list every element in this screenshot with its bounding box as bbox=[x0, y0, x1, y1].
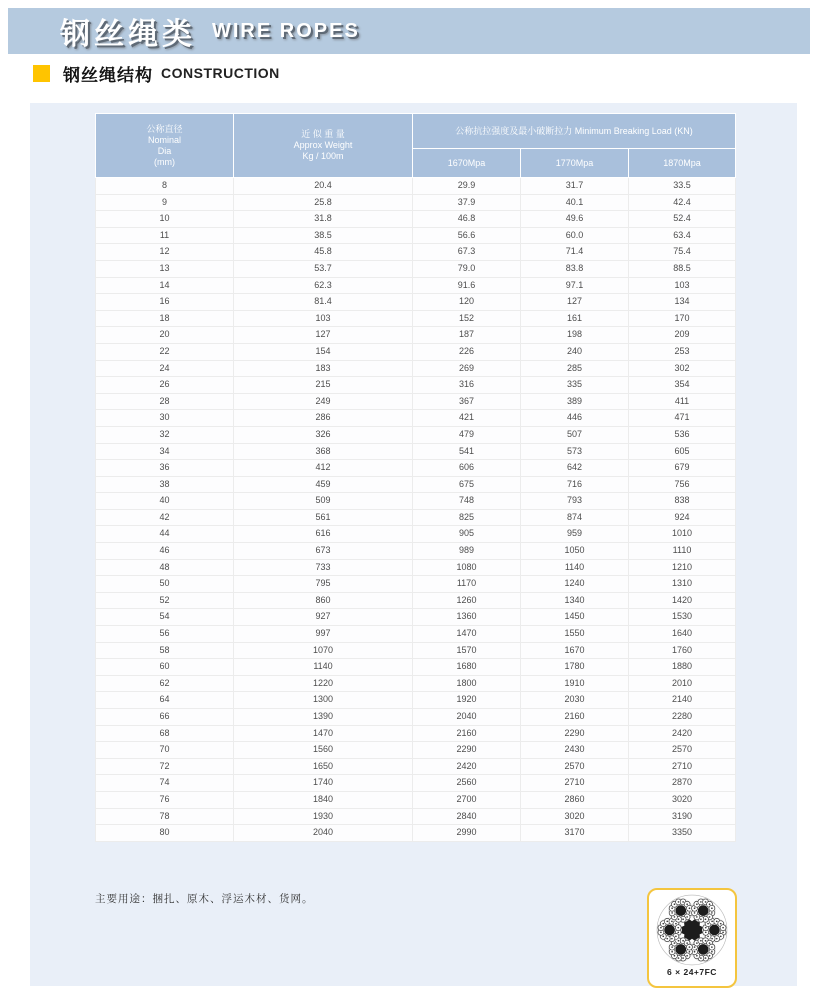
table-row bbox=[96, 692, 736, 709]
cell: 32 bbox=[96, 426, 234, 443]
cell: 64 bbox=[96, 692, 234, 709]
cell: 1210 bbox=[629, 559, 736, 576]
table-row bbox=[96, 642, 736, 659]
cell: 1930 bbox=[234, 808, 413, 825]
cell: 60 bbox=[96, 659, 234, 676]
cell: 2160 bbox=[521, 709, 629, 726]
cell: 56.6 bbox=[413, 227, 521, 244]
cell: 959 bbox=[521, 526, 629, 543]
cell: 446 bbox=[521, 410, 629, 427]
cell: 2710 bbox=[521, 775, 629, 792]
cell: 62.3 bbox=[234, 277, 413, 294]
cell: 1640 bbox=[629, 626, 736, 643]
table-row bbox=[96, 609, 736, 626]
cell: 33.5 bbox=[629, 178, 736, 195]
cell: 25.8 bbox=[234, 194, 413, 211]
table-row bbox=[96, 393, 736, 410]
table-row bbox=[96, 277, 736, 294]
cell: 58 bbox=[96, 642, 234, 659]
cell: 616 bbox=[234, 526, 413, 543]
cell: 13 bbox=[96, 260, 234, 277]
table-row bbox=[96, 227, 736, 244]
table-row bbox=[96, 194, 736, 211]
cell: 40.1 bbox=[521, 194, 629, 211]
cell: 905 bbox=[413, 526, 521, 543]
table-row bbox=[96, 211, 736, 228]
cell: 1310 bbox=[629, 576, 736, 593]
table-row bbox=[96, 775, 736, 792]
cell: 72 bbox=[96, 758, 234, 775]
cell: 368 bbox=[234, 443, 413, 460]
cell: 1050 bbox=[521, 543, 629, 560]
cell: 2560 bbox=[413, 775, 521, 792]
cell: 38.5 bbox=[234, 227, 413, 244]
col2-line1: 近 似 重 量 bbox=[301, 129, 345, 139]
table-row bbox=[96, 526, 736, 543]
cell: 1740 bbox=[234, 775, 413, 792]
cell: 103 bbox=[629, 277, 736, 294]
table-row bbox=[96, 343, 736, 360]
cell: 716 bbox=[521, 476, 629, 493]
cell: 326 bbox=[234, 426, 413, 443]
cell: 97.1 bbox=[521, 277, 629, 294]
cell: 31.7 bbox=[521, 178, 629, 195]
cell: 927 bbox=[234, 609, 413, 626]
cell: 1470 bbox=[234, 725, 413, 742]
cell: 103 bbox=[234, 310, 413, 327]
col-header-approx-weight bbox=[234, 114, 413, 178]
col-header-grade-1870: 1870Mpa bbox=[629, 149, 736, 178]
col1-line4: (mm) bbox=[154, 156, 175, 167]
col1-line2: Nominal bbox=[147, 134, 181, 145]
cell: 733 bbox=[234, 559, 413, 576]
cell: 161 bbox=[521, 310, 629, 327]
col-header-grade-1670: 1670Mpa bbox=[413, 149, 521, 178]
rope-cross-section-diagram bbox=[654, 892, 730, 968]
cell: 2010 bbox=[629, 675, 736, 692]
cell: 573 bbox=[521, 443, 629, 460]
cell: 20.4 bbox=[234, 178, 413, 195]
cell: 2160 bbox=[413, 725, 521, 742]
cell: 756 bbox=[629, 476, 736, 493]
cell: 30 bbox=[96, 410, 234, 427]
cell: 53.7 bbox=[234, 260, 413, 277]
cell: 71.4 bbox=[521, 244, 629, 261]
cell: 997 bbox=[234, 626, 413, 643]
cell: 28 bbox=[96, 393, 234, 410]
col2-line2: Approx Weight bbox=[293, 140, 353, 150]
cell: 24 bbox=[96, 360, 234, 377]
table-row bbox=[96, 426, 736, 443]
cell: 11 bbox=[96, 227, 234, 244]
col2-line3: Kg / 100m bbox=[302, 151, 344, 161]
table-row bbox=[96, 460, 736, 477]
cell: 2990 bbox=[413, 825, 521, 842]
cell: 83.8 bbox=[521, 260, 629, 277]
cell: 286 bbox=[234, 410, 413, 427]
table-row bbox=[96, 709, 736, 726]
cell: 80 bbox=[96, 825, 234, 842]
cell: 606 bbox=[413, 460, 521, 477]
cell: 412 bbox=[234, 460, 413, 477]
table-row bbox=[96, 576, 736, 593]
cell: 1070 bbox=[234, 642, 413, 659]
table-row bbox=[96, 825, 736, 842]
cell: 1670 bbox=[521, 642, 629, 659]
table-row bbox=[96, 592, 736, 609]
page-title-bar bbox=[8, 8, 810, 54]
cell: 2140 bbox=[629, 692, 736, 709]
yellow-bullet-icon bbox=[33, 65, 50, 82]
cell: 127 bbox=[521, 294, 629, 311]
cell: 249 bbox=[234, 393, 413, 410]
cell: 1260 bbox=[413, 592, 521, 609]
col-header-grade-1770: 1770Mpa bbox=[521, 149, 629, 178]
cell: 2870 bbox=[629, 775, 736, 792]
cell: 134 bbox=[629, 294, 736, 311]
table-row bbox=[96, 410, 736, 427]
table-row bbox=[96, 509, 736, 526]
cell: 507 bbox=[521, 426, 629, 443]
cell: 253 bbox=[629, 343, 736, 360]
cell: 1680 bbox=[413, 659, 521, 676]
table-row bbox=[96, 377, 736, 394]
table-row bbox=[96, 360, 736, 377]
cell: 79.0 bbox=[413, 260, 521, 277]
cell: 1910 bbox=[521, 675, 629, 692]
rope-cross-section-card bbox=[647, 888, 737, 988]
cell: 10 bbox=[96, 211, 234, 228]
cell: 44 bbox=[96, 526, 234, 543]
cell: 22 bbox=[96, 343, 234, 360]
cell: 3170 bbox=[521, 825, 629, 842]
cell: 642 bbox=[521, 460, 629, 477]
cell: 335 bbox=[521, 377, 629, 394]
cell: 1760 bbox=[629, 642, 736, 659]
cell: 2860 bbox=[521, 791, 629, 808]
cell: 1420 bbox=[629, 592, 736, 609]
page-title-english: WIRE ROPES bbox=[212, 19, 360, 42]
table-row bbox=[96, 327, 736, 344]
cell: 48 bbox=[96, 559, 234, 576]
cell: 8 bbox=[96, 178, 234, 195]
cell: 52 bbox=[96, 592, 234, 609]
cell: 795 bbox=[234, 576, 413, 593]
cell: 38 bbox=[96, 476, 234, 493]
col-header-breaking-load: 公称抗拉强度及最小破断拉力 Minimum Breaking Load (KN) bbox=[413, 114, 736, 149]
cell: 54 bbox=[96, 609, 234, 626]
table-row bbox=[96, 742, 736, 759]
cell: 2700 bbox=[413, 791, 521, 808]
cell: 1390 bbox=[234, 709, 413, 726]
cell: 2710 bbox=[629, 758, 736, 775]
table-row bbox=[96, 443, 736, 460]
cell: 91.6 bbox=[413, 277, 521, 294]
cell: 66 bbox=[96, 709, 234, 726]
cell: 70 bbox=[96, 742, 234, 759]
cell: 509 bbox=[234, 493, 413, 510]
table-body bbox=[96, 178, 736, 842]
cell: 561 bbox=[234, 509, 413, 526]
cell: 2040 bbox=[234, 825, 413, 842]
table-row bbox=[96, 559, 736, 576]
cell: 541 bbox=[413, 443, 521, 460]
cell: 37.9 bbox=[413, 194, 521, 211]
cell: 1880 bbox=[629, 659, 736, 676]
cell: 1800 bbox=[413, 675, 521, 692]
cell: 1450 bbox=[521, 609, 629, 626]
cell: 2290 bbox=[413, 742, 521, 759]
cell: 1530 bbox=[629, 609, 736, 626]
cell: 63.4 bbox=[629, 227, 736, 244]
table-row bbox=[96, 808, 736, 825]
cell: 354 bbox=[629, 377, 736, 394]
cell: 1920 bbox=[413, 692, 521, 709]
cell: 29.9 bbox=[413, 178, 521, 195]
cell: 120 bbox=[413, 294, 521, 311]
cell: 34 bbox=[96, 443, 234, 460]
table-header bbox=[96, 114, 736, 178]
cell: 1110 bbox=[629, 543, 736, 560]
cell: 2280 bbox=[629, 709, 736, 726]
cell: 1550 bbox=[521, 626, 629, 643]
cell: 1780 bbox=[521, 659, 629, 676]
cell: 1300 bbox=[234, 692, 413, 709]
cell: 316 bbox=[413, 377, 521, 394]
cell: 1240 bbox=[521, 576, 629, 593]
cell: 170 bbox=[629, 310, 736, 327]
cell: 31.8 bbox=[234, 211, 413, 228]
cell: 1360 bbox=[413, 609, 521, 626]
cell: 60.0 bbox=[521, 227, 629, 244]
cell: 154 bbox=[234, 343, 413, 360]
cell: 3190 bbox=[629, 808, 736, 825]
cell: 183 bbox=[234, 360, 413, 377]
cell: 68 bbox=[96, 725, 234, 742]
table-row bbox=[96, 543, 736, 560]
cell: 675 bbox=[413, 476, 521, 493]
cell: 12 bbox=[96, 244, 234, 261]
cell: 3350 bbox=[629, 825, 736, 842]
cell: 1010 bbox=[629, 526, 736, 543]
col1-line1: 公称直径 bbox=[146, 123, 183, 134]
cell: 2430 bbox=[521, 742, 629, 759]
rope-construction-label: 6 × 24+7FC bbox=[667, 967, 717, 977]
cell: 67.3 bbox=[413, 244, 521, 261]
cell: 198 bbox=[521, 327, 629, 344]
cell: 2570 bbox=[521, 758, 629, 775]
cell: 989 bbox=[413, 543, 521, 560]
cell: 18 bbox=[96, 310, 234, 327]
section-title-chinese: 钢丝绳结构 bbox=[63, 65, 153, 85]
cell: 1570 bbox=[413, 642, 521, 659]
cell: 14 bbox=[96, 277, 234, 294]
cell: 1840 bbox=[234, 791, 413, 808]
cell: 1140 bbox=[234, 659, 413, 676]
cell: 367 bbox=[413, 393, 521, 410]
cell: 49.6 bbox=[521, 211, 629, 228]
usage-note: 主要用途：捆扎、原木、浮运木材、货网。 bbox=[95, 893, 314, 905]
cell: 2570 bbox=[629, 742, 736, 759]
table-row bbox=[96, 791, 736, 808]
cell: 215 bbox=[234, 377, 413, 394]
cell: 52.4 bbox=[629, 211, 736, 228]
cell: 411 bbox=[629, 393, 736, 410]
cell: 285 bbox=[521, 360, 629, 377]
cell: 40 bbox=[96, 493, 234, 510]
cell: 1470 bbox=[413, 626, 521, 643]
col-header-nominal-dia bbox=[96, 114, 234, 178]
cell: 46 bbox=[96, 543, 234, 560]
cell: 152 bbox=[413, 310, 521, 327]
cell: 471 bbox=[629, 410, 736, 427]
cell: 240 bbox=[521, 343, 629, 360]
cell: 88.5 bbox=[629, 260, 736, 277]
cell: 2040 bbox=[413, 709, 521, 726]
cell: 459 bbox=[234, 476, 413, 493]
table-row bbox=[96, 626, 736, 643]
cell: 36 bbox=[96, 460, 234, 477]
cell: 2030 bbox=[521, 692, 629, 709]
page-title-chinese: 钢丝绳类 bbox=[60, 18, 196, 51]
cell: 825 bbox=[413, 509, 521, 526]
cell: 45.8 bbox=[234, 244, 413, 261]
cell: 42 bbox=[96, 509, 234, 526]
cell: 81.4 bbox=[234, 294, 413, 311]
cell: 269 bbox=[413, 360, 521, 377]
section-heading bbox=[33, 62, 280, 84]
cell: 536 bbox=[629, 426, 736, 443]
table-row bbox=[96, 244, 736, 261]
cell: 9 bbox=[96, 194, 234, 211]
cell: 26 bbox=[96, 377, 234, 394]
cell: 20 bbox=[96, 327, 234, 344]
col1-line3: Dia bbox=[157, 145, 172, 156]
cell: 3020 bbox=[521, 808, 629, 825]
cell: 76 bbox=[96, 791, 234, 808]
cell: 56 bbox=[96, 626, 234, 643]
cell: 673 bbox=[234, 543, 413, 560]
cell: 679 bbox=[629, 460, 736, 477]
cell: 2840 bbox=[413, 808, 521, 825]
table-row bbox=[96, 675, 736, 692]
cell: 2290 bbox=[521, 725, 629, 742]
cell: 748 bbox=[413, 493, 521, 510]
table-row bbox=[96, 294, 736, 311]
cell: 75.4 bbox=[629, 244, 736, 261]
table-row bbox=[96, 758, 736, 775]
cell: 62 bbox=[96, 675, 234, 692]
cell: 209 bbox=[629, 327, 736, 344]
cell: 226 bbox=[413, 343, 521, 360]
cell: 2420 bbox=[629, 725, 736, 742]
cell: 860 bbox=[234, 592, 413, 609]
table-row bbox=[96, 493, 736, 510]
cell: 1140 bbox=[521, 559, 629, 576]
cell: 838 bbox=[629, 493, 736, 510]
table-row bbox=[96, 178, 736, 195]
section-title-english: CONSTRUCTION bbox=[161, 65, 280, 81]
cell: 874 bbox=[521, 509, 629, 526]
cell: 389 bbox=[521, 393, 629, 410]
cell: 74 bbox=[96, 775, 234, 792]
cell: 1080 bbox=[413, 559, 521, 576]
cell: 50 bbox=[96, 576, 234, 593]
cell: 793 bbox=[521, 493, 629, 510]
cell: 78 bbox=[96, 808, 234, 825]
cell: 46.8 bbox=[413, 211, 521, 228]
cell: 479 bbox=[413, 426, 521, 443]
cell: 1170 bbox=[413, 576, 521, 593]
cell: 421 bbox=[413, 410, 521, 427]
table-row bbox=[96, 310, 736, 327]
cell: 1560 bbox=[234, 742, 413, 759]
cell: 16 bbox=[96, 294, 234, 311]
cell: 605 bbox=[629, 443, 736, 460]
cell: 2420 bbox=[413, 758, 521, 775]
wire-rope-spec-table bbox=[95, 113, 736, 842]
table-row bbox=[96, 659, 736, 676]
cell: 1340 bbox=[521, 592, 629, 609]
table-row bbox=[96, 725, 736, 742]
cell: 187 bbox=[413, 327, 521, 344]
cell: 1650 bbox=[234, 758, 413, 775]
cell: 42.4 bbox=[629, 194, 736, 211]
cell: 1220 bbox=[234, 675, 413, 692]
cell: 924 bbox=[629, 509, 736, 526]
cell: 302 bbox=[629, 360, 736, 377]
cell: 127 bbox=[234, 327, 413, 344]
table-row bbox=[96, 260, 736, 277]
table-row bbox=[96, 476, 736, 493]
cell: 3020 bbox=[629, 791, 736, 808]
